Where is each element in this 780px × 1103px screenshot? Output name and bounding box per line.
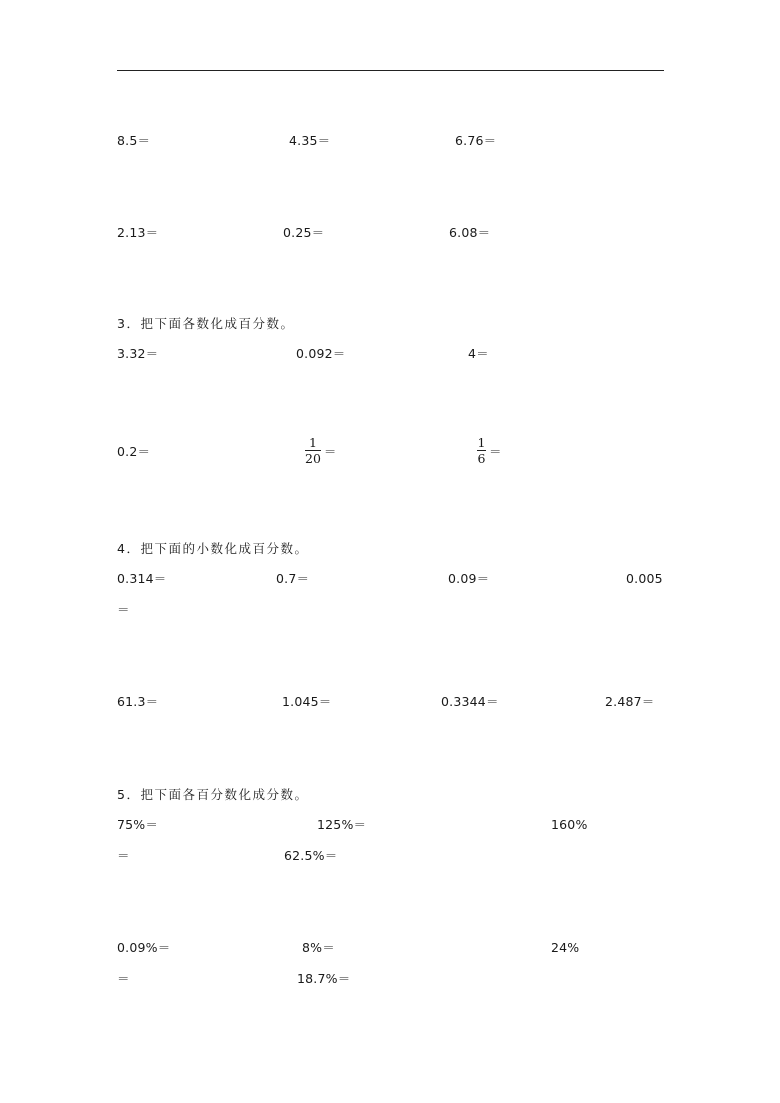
- problem-0-2: 0.2＝: [117, 444, 151, 459]
- problem-62-5-percent: 62.5%＝: [284, 848, 338, 863]
- equals-sign: ＝: [489, 443, 502, 459]
- problem-24-percent: 24%: [551, 940, 580, 955]
- problem-1-045: 1.045＝: [282, 694, 332, 709]
- problem-6-08: 6.08＝: [449, 225, 491, 240]
- problem-0-314: 0.314＝: [117, 571, 167, 586]
- problem-8-percent: 8%＝: [302, 940, 335, 955]
- problem-0-005-equals: ＝: [117, 602, 130, 617]
- problem-0-25: 0.25＝: [283, 225, 325, 240]
- problem-0-092: 0.092＝: [296, 346, 346, 361]
- fraction-denominator: 6: [477, 451, 486, 466]
- problem-24-percent-equals: ＝: [117, 971, 130, 986]
- problem-fraction-1-20: [305, 436, 336, 465]
- section-4-heading: 4．把下面的小数化成百分数。: [117, 541, 309, 556]
- problem-fraction-1-6: [477, 436, 502, 465]
- problem-4: 4＝: [468, 346, 489, 361]
- problem-75-percent: 75%＝: [117, 817, 159, 832]
- fraction-denominator: 20: [305, 451, 321, 466]
- problem-125-percent: 125%＝: [317, 817, 367, 832]
- equals-sign: ＝: [323, 443, 337, 459]
- problem-0-7: 0.7＝: [276, 571, 310, 586]
- header-rule: [117, 70, 664, 71]
- problem-0-3344: 0.3344＝: [441, 694, 499, 709]
- fraction-numerator: 1: [477, 435, 486, 450]
- section-3-heading: 3．把下面各数化成百分数。: [117, 316, 295, 331]
- problem-3-32: 3.32＝: [117, 346, 159, 361]
- problem-0-09: 0.09＝: [448, 571, 490, 586]
- problem-160-percent-equals: ＝: [117, 848, 130, 863]
- fraction-numerator: 1: [308, 435, 317, 450]
- problem-160-percent: 160%: [551, 817, 588, 832]
- problem-0-005: 0.005: [626, 571, 663, 586]
- problem-6-76: 6.76＝: [455, 133, 497, 148]
- fraction-1-6: [477, 436, 486, 465]
- problem-2-13: 2.13＝: [117, 225, 159, 240]
- problem-2-487: 2.487＝: [605, 694, 655, 709]
- fraction-1-20: [305, 436, 321, 465]
- problem-4-35: 4.35＝: [289, 133, 331, 148]
- problem-61-3: 61.3＝: [117, 694, 159, 709]
- problem-0-09-percent: 0.09%＝: [117, 940, 171, 955]
- section-5-heading: 5．把下面各百分数化成分数。: [117, 787, 309, 802]
- problem-18-7-percent: 18.7%＝: [297, 971, 351, 986]
- problem-8-5: 8.5＝: [117, 133, 151, 148]
